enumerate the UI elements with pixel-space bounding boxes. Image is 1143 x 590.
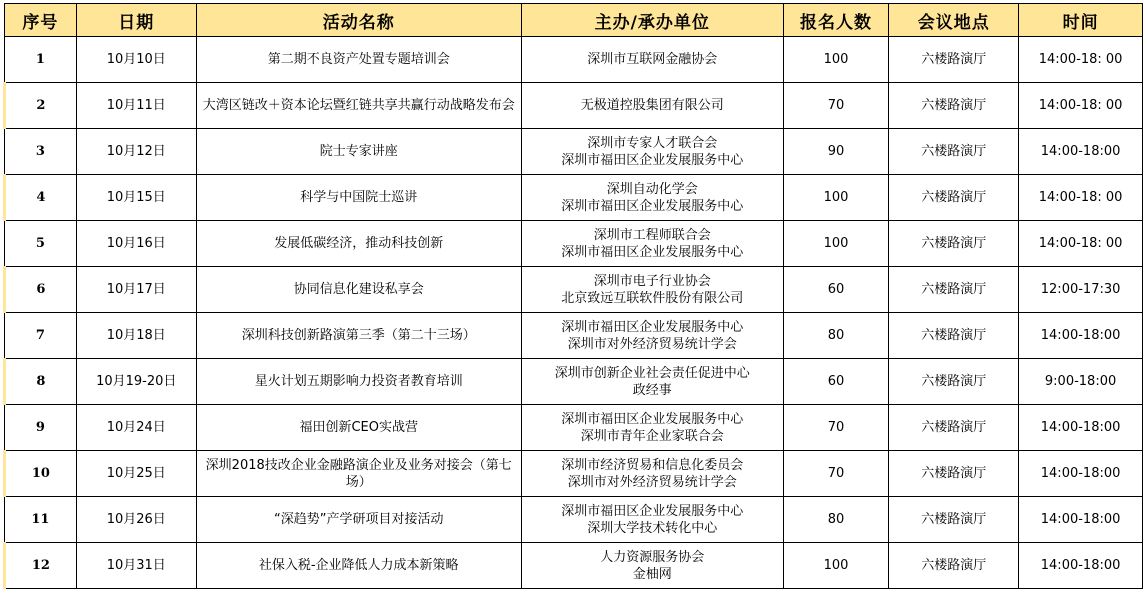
organizer-line: 深圳市福田区企业发展服务中心 (561, 319, 744, 335)
header-venue[interactable]: 会议地点 (889, 4, 1019, 37)
cell-registration-count[interactable]: 100 (783, 37, 889, 83)
cell-event-name[interactable] (196, 451, 521, 497)
table-row (5, 313, 1143, 359)
event-name-text: 深圳科技创新路演第三季（第二十三场） (241, 328, 476, 343)
cell-venue[interactable]: 六楼路演厅 (889, 175, 1019, 221)
table-body (5, 37, 1143, 589)
header-seq[interactable]: 序号 (5, 4, 77, 37)
event-name-text: 院士专家讲座 (319, 144, 398, 159)
cell-registration-count[interactable]: 100 (783, 175, 889, 221)
event-name-text: 第二期不良资产处置专题培训会 (267, 52, 450, 67)
organizer-line: 人力资源服务协会 (600, 549, 705, 565)
cell-date[interactable]: 10月16日 (76, 221, 196, 267)
cell-venue[interactable]: 六楼路演厅 (889, 129, 1019, 175)
cell-registration-count[interactable]: 90 (783, 129, 889, 175)
cell-organizer[interactable] (521, 359, 783, 405)
cell-time[interactable]: 14:00-18:00 (1019, 129, 1143, 175)
cell-organizer[interactable] (521, 543, 783, 589)
cell-organizer[interactable] (521, 175, 783, 221)
event-name-text: “深趋势”产学研项目对接活动 (273, 512, 444, 527)
organizer-line: 深圳市青年企业家联合会 (580, 428, 724, 444)
cell-seq[interactable]: 3 (5, 129, 77, 175)
cell-organizer[interactable] (521, 405, 783, 451)
organizer-line: 深圳市电子行业协会 (593, 273, 711, 289)
cell-time[interactable]: 14:00-18: 00 (1019, 175, 1143, 221)
cell-event-name[interactable] (196, 37, 521, 83)
cell-time[interactable]: 9:00-18:00 (1019, 359, 1143, 405)
organizer-line: 深圳市对外经济贸易统计学会 (567, 336, 737, 352)
cell-event-name[interactable] (196, 175, 521, 221)
cell-date[interactable]: 10月12日 (76, 129, 196, 175)
cell-event-name[interactable] (196, 129, 521, 175)
header-date[interactable]: 日期 (76, 4, 196, 37)
table-row (5, 405, 1143, 451)
event-name-text: 福田创新CEO实战营 (299, 420, 418, 435)
organizer-line: 深圳大学技术转化中心 (587, 520, 718, 536)
cell-seq[interactable]: 4 (5, 175, 77, 221)
cell-time[interactable]: 14:00-18: 00 (1019, 83, 1143, 129)
organizer-line: 金柚网 (632, 566, 672, 582)
header-registration-count[interactable]: 报名人数 (783, 4, 889, 37)
cell-venue[interactable]: 六楼路演厅 (889, 405, 1019, 451)
event-name-text: 大湾区链改＋资本论坛暨红链共享共赢行动战略发布会 (202, 98, 515, 113)
cell-organizer[interactable] (521, 313, 783, 359)
organizer-line: 深圳市创新企业社会责任促进中心 (554, 365, 750, 381)
cell-registration-count[interactable]: 60 (783, 267, 889, 313)
cell-organizer[interactable] (521, 221, 783, 267)
table-row (5, 451, 1143, 497)
cell-venue[interactable]: 六楼路演厅 (889, 359, 1019, 405)
organizer-line: 深圳市福田区企业发展服务中心 (561, 244, 744, 260)
organizer-line: 深圳市专家人才联合会 (587, 135, 718, 151)
cell-date[interactable]: 10月18日 (76, 313, 196, 359)
cell-seq[interactable]: 2 (5, 83, 77, 129)
cell-date[interactable]: 10月15日 (76, 175, 196, 221)
cell-time[interactable]: 14:00-18:00 (1019, 497, 1143, 543)
cell-time[interactable]: 14:00-18:00 (1019, 451, 1143, 497)
table-row (5, 83, 1143, 129)
cell-organizer[interactable] (521, 267, 783, 313)
cell-registration-count[interactable]: 70 (783, 451, 889, 497)
organizer-line: 深圳自动化学会 (606, 181, 698, 197)
cell-organizer[interactable] (521, 129, 783, 175)
cell-date[interactable]: 10月17日 (76, 267, 196, 313)
cell-seq[interactable]: 1 (5, 37, 77, 83)
cell-event-name[interactable] (196, 497, 521, 543)
cell-venue[interactable]: 六楼路演厅 (889, 451, 1019, 497)
cell-date[interactable]: 10月25日 (76, 451, 196, 497)
cell-time[interactable]: 14:00-18:00 (1019, 313, 1143, 359)
organizer-line: 无极道控股集团有限公司 (580, 98, 724, 113)
organizer-line: 深圳市工程师联合会 (593, 227, 711, 243)
cell-organizer[interactable] (521, 37, 783, 83)
cell-event-name[interactable] (196, 359, 521, 405)
cell-date[interactable]: 10月26日 (76, 497, 196, 543)
cell-seq[interactable]: 12 (5, 543, 77, 589)
cell-seq[interactable]: 9 (5, 405, 77, 451)
cell-date[interactable]: 10月10日 (76, 37, 196, 83)
header-time[interactable]: 时间 (1019, 4, 1143, 37)
event-name-text: 社保入税-企业降低人力成本新策略 (258, 558, 459, 573)
cell-venue[interactable]: 六楼路演厅 (889, 267, 1019, 313)
header-event-name[interactable]: 活动名称 (196, 4, 521, 37)
event-name-text: 协同信息化建设私享会 (293, 282, 424, 297)
cell-venue[interactable]: 六楼路演厅 (889, 37, 1019, 83)
organizer-line: 深圳市福田区企业发展服务中心 (561, 411, 744, 427)
cell-registration-count[interactable]: 60 (783, 359, 889, 405)
cell-seq[interactable]: 8 (5, 359, 77, 405)
organizer-line: 深圳市福田区企业发展服务中心 (561, 503, 744, 519)
table-row (5, 129, 1143, 175)
table-row (5, 175, 1143, 221)
cell-registration-count[interactable]: 100 (783, 221, 889, 267)
cell-date[interactable]: 10月11日 (76, 83, 196, 129)
organizer-line: 深圳市福田区企业发展服务中心 (561, 198, 744, 214)
organizer-line: 深圳市对外经济贸易统计学会 (567, 474, 737, 490)
header-row (5, 4, 1143, 37)
table-row (5, 221, 1143, 267)
table-row (5, 497, 1143, 543)
cell-venue[interactable]: 六楼路演厅 (889, 313, 1019, 359)
header-organizer[interactable]: 主办/承办单位 (521, 4, 783, 37)
cell-venue[interactable]: 六楼路演厅 (889, 83, 1019, 129)
organizer-line: 深圳市经济贸易和信息化委员会 (561, 457, 744, 473)
cell-organizer[interactable] (521, 83, 783, 129)
organizer-line: 北京致远互联软件股份有限公司 (561, 290, 744, 306)
cell-registration-count[interactable]: 70 (783, 405, 889, 451)
table-row (5, 543, 1143, 589)
cell-registration-count[interactable]: 100 (783, 543, 889, 589)
cell-seq[interactable]: 6 (5, 267, 77, 313)
cell-date[interactable]: 10月19-20日 (76, 359, 196, 405)
cell-registration-count[interactable]: 80 (783, 497, 889, 543)
event-name-text: 深圳2018技改企业金融路演企业及业务对接会（第七场） (205, 457, 512, 490)
table-row (5, 359, 1143, 405)
event-name-text: 星火计划五期影响力投资者教育培训 (254, 374, 463, 389)
table-row (5, 267, 1143, 313)
cell-seq[interactable]: 7 (5, 313, 77, 359)
event-name-text: 发展低碳经济，推动科技创新 (274, 236, 444, 251)
event-name-text: 科学与中国院士巡讲 (300, 190, 418, 205)
cell-event-name[interactable] (196, 267, 521, 313)
cell-date[interactable]: 10月31日 (76, 543, 196, 589)
cell-event-name[interactable] (196, 543, 521, 589)
cell-time[interactable]: 14:00-18:00 (1019, 543, 1143, 589)
cell-venue[interactable]: 六楼路演厅 (889, 221, 1019, 267)
event-schedule-table (3, 3, 1143, 589)
cell-seq[interactable]: 5 (5, 221, 77, 267)
cell-organizer[interactable] (521, 451, 783, 497)
cell-time[interactable]: 14:00-18:00 (1019, 405, 1143, 451)
cell-venue[interactable]: 六楼路演厅 (889, 497, 1019, 543)
cell-time[interactable]: 14:00-18: 00 (1019, 221, 1143, 267)
cell-time[interactable]: 14:00-18: 00 (1019, 37, 1143, 83)
cell-date[interactable]: 10月24日 (76, 405, 196, 451)
organizer-line: 政经事 (632, 382, 672, 398)
cell-registration-count[interactable]: 70 (783, 83, 889, 129)
table-row (5, 37, 1143, 83)
organizer-line: 深圳市福田区企业发展服务中心 (561, 152, 744, 168)
cell-event-name[interactable] (196, 221, 521, 267)
cell-registration-count[interactable]: 80 (783, 313, 889, 359)
cell-event-name[interactable] (196, 83, 521, 129)
cell-event-name[interactable] (196, 405, 521, 451)
cell-venue[interactable]: 六楼路演厅 (889, 543, 1019, 589)
cell-seq[interactable]: 10 (5, 451, 77, 497)
cell-seq[interactable]: 11 (5, 497, 77, 543)
cell-organizer[interactable] (521, 497, 783, 543)
cell-event-name[interactable] (196, 313, 521, 359)
organizer-line: 深圳市互联网金融协会 (587, 52, 718, 67)
cell-time[interactable]: 12:00-17:30 (1019, 267, 1143, 313)
